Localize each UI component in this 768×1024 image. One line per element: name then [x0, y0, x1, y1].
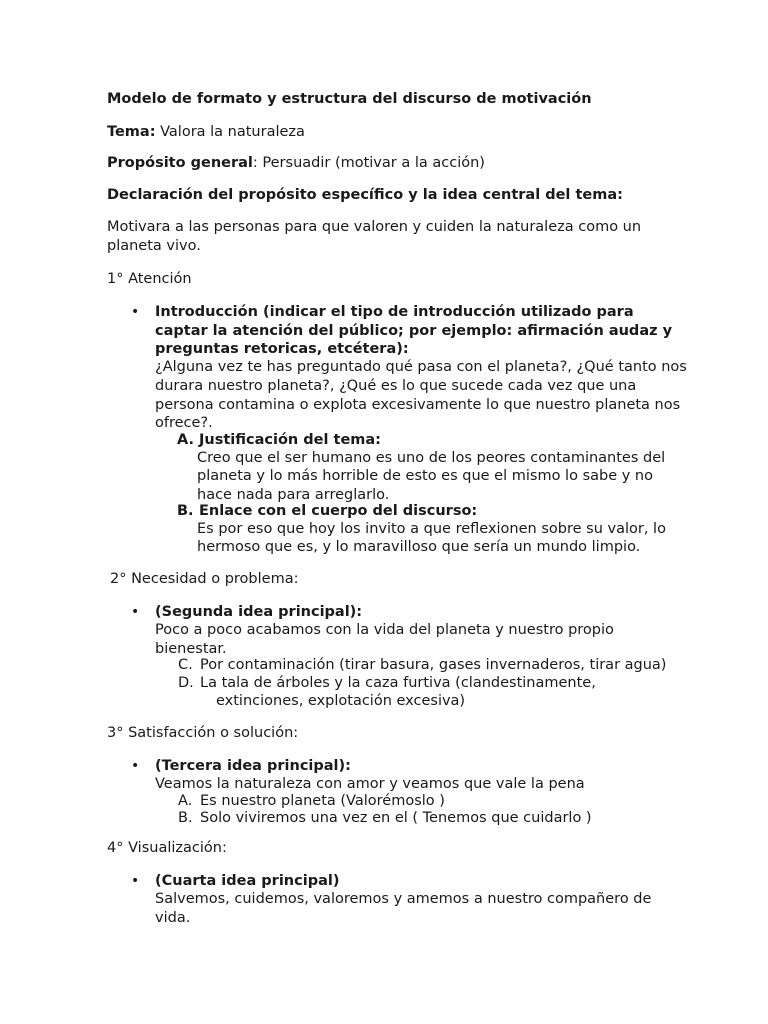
section-heading-visualizacion: 4° Visualización: [107, 840, 227, 856]
list-marker: A. [178, 793, 193, 809]
declaracion-heading: Declaración del propósito específico y la idea central del tema: [107, 187, 623, 203]
proposito-label: Propósito general [107, 155, 253, 171]
bullet-icon: • [131, 304, 140, 320]
bullet-icon: • [131, 604, 140, 620]
question-line: durara nuestro planeta?, ¿Qué es lo que sucede cada vez que una [155, 378, 637, 394]
list-item-line: extinciones, explotación excesiva) [216, 693, 466, 709]
section-heading-satisfaccion: 3° Satisfacción o solución: [107, 725, 299, 741]
question-line: persona contamina o explota excesivamente lo que nuestro planeta nos [155, 397, 681, 413]
idea-line: vida. [155, 910, 191, 926]
list-marker: B. [177, 503, 194, 519]
tema-line [107, 123, 305, 142]
declaracion-line: Motivara a las personas para que valoren y cuiden la naturaleza como un [107, 219, 642, 235]
idea-heading: (Segunda idea principal): [155, 604, 363, 620]
section-heading-atencion: 1° Atención [107, 271, 192, 287]
proposito-line [107, 154, 485, 173]
question-line: ofrece?. [155, 415, 213, 431]
idea-heading: (Tercera idea principal): [155, 758, 351, 774]
proposito-value: : Persuadir (motivar a la acción) [252, 155, 485, 171]
list-item-line: Solo viviremos una vez en el ( Tenemos que cuidarlo ) [200, 810, 592, 826]
tema-label: Tema: [107, 124, 156, 140]
enlace-line: hermoso que es, y lo maravilloso que sería un mundo limpio. [197, 539, 641, 555]
tema-value: Valora la naturaleza [160, 124, 305, 140]
justificacion-line: hace nada para arreglarlo. [197, 487, 390, 503]
list-marker: C. [178, 657, 193, 673]
idea-heading: (Cuarta idea principal) [155, 873, 340, 889]
idea-line: Veamos la naturaleza con amor y veamos que vale la pena [155, 776, 585, 792]
intro-heading-line: preguntas retoricas, etcétera): [155, 341, 409, 357]
list-marker: D. [178, 675, 194, 691]
enlace-heading: Enlace con el cuerpo del discurso: [199, 503, 478, 519]
idea-line: bienestar. [155, 641, 227, 657]
question-line: ¿Alguna vez te has preguntado qué pasa con el planeta?, ¿Qué tanto nos [155, 359, 687, 375]
intro-heading-line: Introducción (indicar el tipo de introducción utilizado para [155, 304, 634, 320]
idea-line: Poco a poco acabamos con la vida del planeta y nuestro propio [155, 622, 614, 638]
justificacion-heading: Justificación del tema: [199, 432, 381, 448]
list-item-line: Por contaminación (tirar basura, gases invernaderos, tirar agua) [200, 657, 667, 673]
justificacion-line: planeta y lo más horrible de esto es que el mismo lo sabe y no [197, 468, 653, 484]
intro-heading-line: captar la atención del público; por ejemplo: afirmación audaz y [155, 323, 673, 339]
justificacion-line: Creo que el ser humano es uno de los peores contaminantes del [197, 450, 666, 466]
list-item-line: La tala de árboles y la caza furtiva (clandestinamente, [200, 675, 596, 691]
bullet-icon: • [131, 873, 140, 889]
list-item-line: Es nuestro planeta (Valorémoslo ) [200, 793, 445, 809]
bullet-icon: • [131, 758, 140, 774]
document-title: Modelo de formato y estructura del discurso de motivación [107, 91, 592, 107]
list-marker: A. [177, 432, 194, 448]
list-marker: B. [178, 810, 193, 826]
section-heading-necesidad: 2° Necesidad o problema: [110, 571, 299, 587]
enlace-line: Es por eso que hoy los invito a que reflexionen sobre su valor, lo [197, 521, 666, 537]
declaracion-line: planeta vivo. [107, 238, 201, 254]
idea-line: Salvemos, cuidemos, valoremos y amemos a nuestro compañero de [155, 891, 652, 907]
